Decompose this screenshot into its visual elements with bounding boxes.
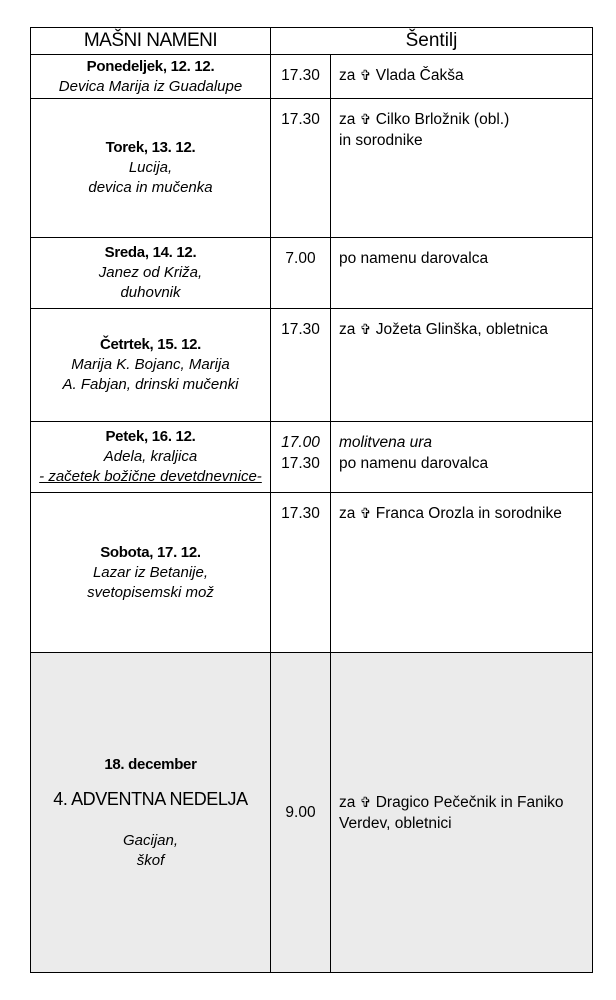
intent-line — [339, 432, 592, 453]
sunday-intent-pre: za — [339, 793, 360, 811]
sunday-time-cell — [271, 653, 331, 973]
day-name: Petek, 16. 12. — [105, 428, 196, 445]
time-cell — [271, 238, 331, 309]
intent-prefix: za — [339, 321, 360, 338]
sunday-intent-text: Dragico Pečečnik in Faniko Verdev, obletnici — [339, 793, 564, 832]
day-note: - začetek božične devetdnevnice- — [39, 468, 262, 485]
cross-icon: ✞ — [359, 505, 372, 521]
mass-time: 7.00 — [285, 250, 316, 267]
day-name: Četrtek, 15. 12. — [99, 336, 202, 353]
mass-time: 17.30 — [281, 321, 320, 338]
intent-line — [339, 130, 592, 151]
cross-icon: ✞ — [359, 793, 372, 810]
day-name: Torek, 13. 12. — [105, 139, 196, 156]
table-header-row — [31, 28, 593, 55]
schedule-row — [31, 99, 593, 238]
intent-line — [339, 453, 592, 474]
day-cell — [31, 99, 271, 238]
saint-line: Devica Marija iz Guadalupe — [58, 77, 243, 95]
intent-prefix: za — [339, 67, 360, 84]
sunday-time: 9.00 — [285, 804, 316, 821]
intent-text: Cilko Brložnik (obl.) — [375, 111, 510, 128]
intent-cell — [331, 55, 593, 99]
sunday-row — [31, 653, 593, 973]
intent-line — [339, 248, 592, 269]
intent-text: molitvena ura — [339, 434, 433, 451]
intent-line — [339, 65, 592, 86]
day-name: Sreda, 14. 12. — [104, 244, 197, 261]
time-cell — [271, 493, 331, 653]
intent-line — [339, 319, 592, 340]
sunday-date: 18. december — [104, 755, 197, 773]
sunday-intent-cell — [331, 653, 593, 973]
saint-line: svetopisemski mož — [87, 583, 214, 601]
day-cell — [31, 238, 271, 309]
mass-schedule-table — [30, 27, 593, 973]
day-name: Sobota, 17. 12. — [100, 543, 201, 561]
sunday-title: 4. ADVENTNA NEDELJA — [53, 788, 248, 809]
schedule-row — [31, 422, 593, 493]
time-cell — [271, 309, 331, 422]
cross-icon: ✞ — [359, 67, 372, 83]
day-cell — [31, 55, 271, 99]
intent-text: in sorodnike — [339, 132, 423, 149]
intent-prefix: za — [339, 111, 360, 128]
day-cell — [31, 422, 271, 493]
cross-icon: ✞ — [359, 321, 372, 337]
intent-text: Jožeta Glinška, obletnica — [375, 321, 549, 338]
mass-time: 17.30 — [281, 67, 320, 84]
intent-cell — [331, 99, 593, 238]
intent-prefix: za — [339, 505, 360, 522]
intent-cell — [331, 422, 593, 493]
intent-cell — [331, 309, 593, 422]
intent-cell — [331, 493, 593, 653]
mass-time: 17.00 — [281, 434, 320, 451]
header-masni-nameni: MAŠNI NAMENI — [31, 28, 271, 55]
sunday-saint-line-2: škof — [136, 851, 165, 869]
schedule-row — [31, 309, 593, 422]
mass-time: 17.30 — [281, 455, 320, 472]
sunday-saint-line-1: Gacijan, — [122, 831, 179, 849]
intent-text: po namenu darovalca — [339, 250, 489, 267]
saint-line: Lazar iz Betanije, — [92, 563, 209, 581]
day-cell — [31, 309, 271, 422]
saint-line: duhovnik — [120, 284, 181, 301]
schedule-row — [31, 493, 593, 653]
time-cell — [271, 422, 331, 493]
sunday-day-cell — [31, 653, 271, 973]
intent-line — [339, 109, 592, 130]
header-parish: Šentilj — [271, 28, 593, 55]
saint-line: Janez od Križa, — [98, 264, 203, 281]
schedule-rows — [31, 55, 593, 653]
saint-line: Adela, kraljica — [103, 448, 198, 465]
intent-text: Vlada Čakša — [375, 67, 464, 84]
saint-line: A. Fabjan, drinski mučenki — [62, 376, 239, 393]
time-cell — [271, 99, 331, 238]
saint-line: devica in mučenka — [88, 179, 213, 196]
schedule-row — [31, 55, 593, 99]
intent-line — [339, 503, 592, 524]
schedule-row — [31, 238, 593, 309]
cross-icon: ✞ — [359, 111, 372, 127]
mass-time: 17.30 — [281, 111, 320, 128]
time-cell — [271, 55, 331, 99]
day-cell — [31, 493, 271, 653]
day-name: Ponedeljek, 12. 12. — [86, 57, 215, 75]
intent-cell — [331, 238, 593, 309]
intent-text: Franca Orozla in sorodnike — [375, 505, 562, 522]
saint-line: Lucija, — [128, 159, 173, 176]
intent-text: po namenu darovalca — [339, 455, 489, 472]
mass-time: 17.30 — [281, 505, 320, 522]
saint-line: Marija K. Bojanc, Marija — [71, 356, 230, 373]
